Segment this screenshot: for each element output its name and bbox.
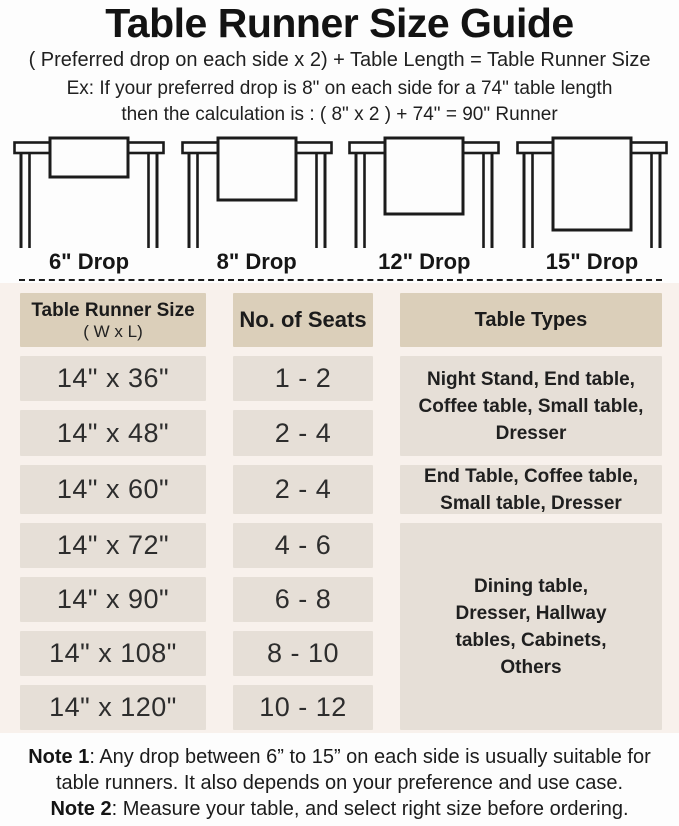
seats-cell: 2 - 4 bbox=[233, 465, 373, 514]
note-1-line-1: Note 1: Any drop between 6” to 15” on each side is usually suitable for bbox=[28, 746, 651, 768]
example-text-line1: Ex: If your preferred drop is 8" on each side for a 74" table length bbox=[66, 78, 613, 99]
header-no-of-seats: No. of Seats bbox=[233, 293, 373, 347]
table-runner-figure-12in bbox=[348, 136, 500, 249]
drop-label-15in: 15" Drop bbox=[545, 249, 639, 274]
seats-cell: 4 - 6 bbox=[233, 523, 373, 568]
header-runner-size bbox=[20, 293, 206, 347]
note-2: Note 2: Measure your table, and select right size before ordering. bbox=[50, 798, 629, 820]
drop-illustrations-row bbox=[0, 136, 679, 249]
size-guide-section bbox=[0, 283, 679, 733]
table-types-cell-medium: End Table, Coffee table, Small table, Dresser bbox=[400, 465, 662, 514]
header-table-types: Table Types bbox=[400, 293, 662, 347]
seats-cell: 1 - 2 bbox=[233, 356, 373, 401]
table-runner-figure-8in bbox=[181, 136, 333, 249]
table-types-cell-large: Dining table, Dresser, Hallway tables, Cabinets, Others bbox=[400, 523, 662, 730]
table-runner-figure-15in bbox=[516, 136, 668, 249]
runner-size-cell: 14" x 72" bbox=[20, 523, 206, 568]
seats-cell: 10 - 12 bbox=[233, 685, 373, 730]
runner-rect bbox=[50, 138, 128, 177]
dashed-divider bbox=[19, 279, 662, 281]
runner-size-cell: 14" x 120" bbox=[20, 685, 206, 730]
seats-cell: 6 - 8 bbox=[233, 577, 373, 622]
runner-size-cell: 14" x 60" bbox=[20, 465, 206, 514]
runner-rect bbox=[218, 138, 296, 200]
header-runner-size-title: Table Runner Size bbox=[31, 299, 195, 321]
runner-size-cell: 14" x 48" bbox=[20, 410, 206, 456]
runner-size-cell: 14" x 90" bbox=[20, 577, 206, 622]
runner-rect bbox=[553, 138, 631, 230]
runner-size-cell: 14" x 36" bbox=[20, 356, 206, 401]
table-types-cell-small: Night Stand, End table, Coffee table, Small table, Dresser bbox=[400, 356, 662, 456]
table-runner-figure-6in bbox=[13, 136, 165, 249]
header-runner-size-subtitle: ( W x L) bbox=[83, 321, 143, 341]
drop-label-12in: 12" Drop bbox=[378, 249, 471, 274]
runner-size-cell: 14" x 108" bbox=[20, 631, 206, 676]
note-1-line-2: table runners. It also depends on your preference and use case. bbox=[55, 772, 624, 794]
notes-block bbox=[0, 744, 679, 822]
drop-label-6in: 6" Drop bbox=[48, 249, 130, 274]
seats-cell: 8 - 10 bbox=[233, 631, 373, 676]
size-guide-table bbox=[20, 293, 664, 730]
drop-labels-row bbox=[0, 249, 679, 277]
formula-text: ( Preferred drop on each side x 2) + Table Length = Table Runner Size bbox=[28, 49, 651, 71]
drop-label-8in: 8" Drop bbox=[216, 249, 297, 274]
runner-rect bbox=[385, 138, 463, 214]
page-title: Table Runner Size Guide bbox=[105, 0, 574, 46]
example-text-line2: then the calculation is : ( 8" x 2 ) + 74" = 90" Runner bbox=[121, 104, 558, 125]
seats-cell: 2 - 4 bbox=[233, 410, 373, 456]
